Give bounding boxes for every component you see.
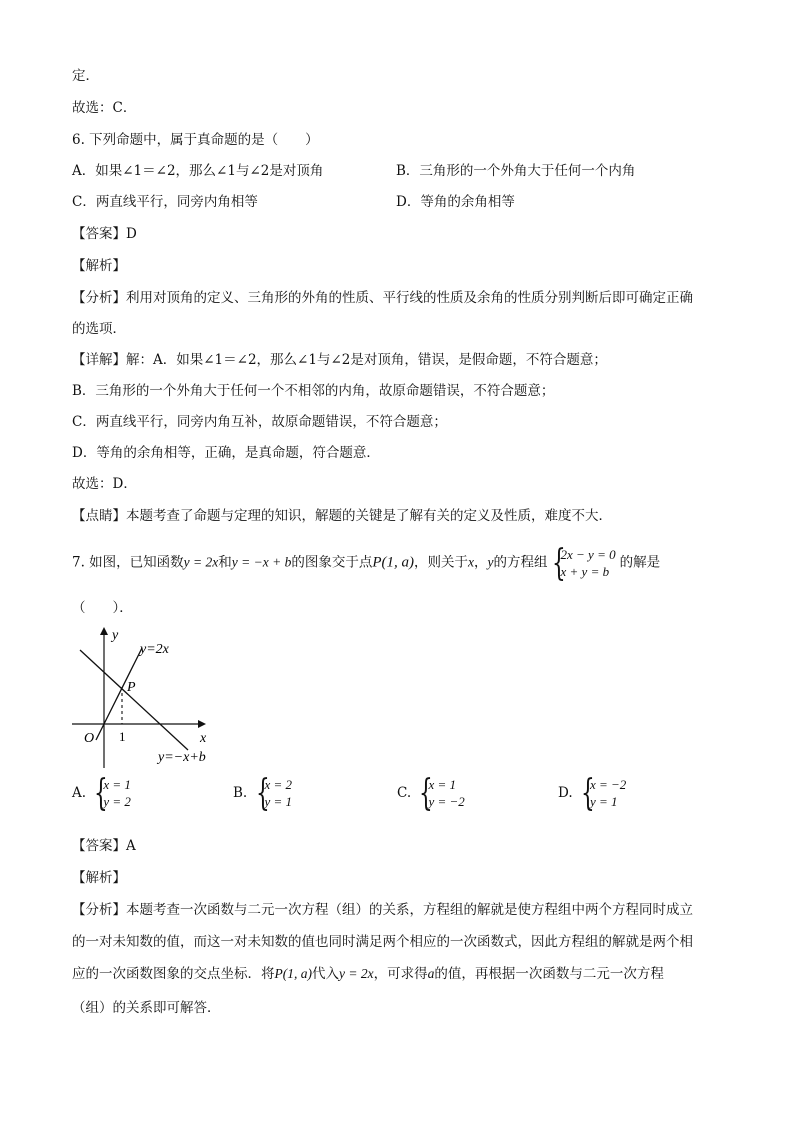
detail-text: 解：A．如果∠1＝∠2，那么∠1与∠2是对顶角，错误，是假命题，不符合题意；: [126, 352, 607, 368]
x-axis-label: x: [200, 731, 207, 746]
equation-row: y = 2: [103, 794, 131, 809]
text-line: 故选：D．: [72, 476, 137, 492]
equation-system: { 2x − y = 0 x + y = b: [551, 543, 616, 584]
math-expr: a: [427, 966, 435, 981]
equation-row: x = 1: [103, 777, 131, 792]
equation-system: { x = −2 y = 1: [580, 773, 627, 814]
q6-option-a: A．如果∠1＝∠2，那么∠1与∠2是对顶角: [72, 163, 324, 179]
origin-label: O: [84, 731, 95, 746]
text-span: ，则关于: [414, 554, 468, 571]
answer-7: [72, 836, 136, 856]
answer-value: A: [126, 838, 136, 854]
analysis-tag: 【解析】: [72, 258, 126, 274]
question-7-paren: （ ）．: [72, 600, 133, 616]
equation-system: { x = 2 y = 1: [255, 773, 293, 814]
section-tag: 【详解】: [72, 352, 126, 368]
q7-option-a: [72, 773, 135, 814]
question-7-stem: [72, 543, 661, 584]
equation-row: x = 2: [264, 777, 293, 792]
q6-option-c: C．两直线平行，同旁内角相等: [72, 194, 258, 210]
text-span: 的解是: [619, 554, 661, 571]
section-tag: 【点睛】: [72, 508, 126, 524]
text-span: ，: [474, 554, 488, 571]
text-line: 的选项．: [72, 321, 126, 337]
equation-row: 2x − y = 0: [560, 547, 616, 562]
point-label: P: [127, 680, 136, 695]
text-span: 的方程组: [493, 554, 548, 571]
text-line: 故选：C．: [72, 100, 137, 116]
text-span: ，可求得: [373, 966, 428, 982]
text-line: 定．: [72, 68, 99, 84]
y-axis-arrow: [100, 627, 108, 635]
text-span: 7. 如图，已知函数: [72, 554, 184, 571]
text-span: 和: [218, 554, 232, 571]
answer-value: D: [126, 226, 137, 242]
section-tag: 【分析】: [72, 290, 126, 306]
answer-6: [72, 224, 137, 244]
answer-tag: 【答案】: [72, 838, 126, 854]
tick-label: 1: [119, 729, 126, 744]
text-span: 代入: [312, 966, 339, 982]
equation-row: y = −2: [428, 794, 465, 809]
equation-row: y = 1: [264, 794, 293, 809]
option-letter: B.: [233, 785, 248, 801]
math-expr: y = 2x: [339, 966, 374, 981]
text-line: B．三角形的一个外角大于任何一个不相邻的内角，故原命题错误，不符合题意；: [72, 383, 555, 399]
analysis-text: 利用对顶角的定义、三角形的外角的性质、平行线的性质及余角的性质分别判断后即可确定正确: [126, 290, 693, 306]
q6-option-b: B．三角形的一个外角大于任何一个内角: [396, 163, 636, 179]
comment-text: 本题考查了命题与定理的知识，解题的关键是了解有关的定义及性质，难度不大．: [126, 508, 612, 524]
text-span: 的值，再根据一次函数与二元一次方程: [434, 966, 664, 982]
equation-row: x = −2: [589, 777, 627, 792]
q7-option-c: [397, 773, 469, 814]
line-label-y-2x: y=2x: [140, 642, 169, 657]
math-expr: y = −x + b: [231, 554, 292, 570]
x-axis-arrow: [198, 720, 206, 728]
q6-option-d: D．等角的余角相等: [396, 194, 515, 210]
detail-6-line: [72, 350, 607, 370]
q7-option-d: [558, 773, 630, 814]
equation-system: { x = 1 y = 2: [94, 773, 131, 814]
equation-row: x + y = b: [560, 564, 610, 579]
option-letter: A.: [72, 785, 87, 801]
text-span: 应的一次函数图象的交点坐标．将: [72, 966, 275, 982]
equation-row: y = 1: [589, 794, 618, 809]
comment-6-line: [72, 506, 612, 526]
text-line: （组）的关系即可解答．: [72, 1000, 221, 1016]
text-line: C．两直线平行，同旁内角互补，故原命题错误，不符合题意；: [72, 414, 447, 430]
analysis-7-line: [72, 900, 693, 920]
math-expr: y = 2x: [183, 554, 219, 570]
math-expr: x: [468, 554, 474, 570]
math-expr: P(1, a): [372, 554, 414, 571]
equation-row: x = 1: [428, 777, 456, 792]
option-letter: D.: [558, 785, 573, 801]
math-expr: y: [487, 554, 494, 570]
text-line: D．等角的余角相等，正确，是真命题，符合题意．: [72, 445, 380, 461]
option-letter: C.: [397, 785, 412, 801]
text-span: 的图象交于点: [291, 554, 373, 571]
analysis-6-line: [72, 288, 693, 308]
analysis-text: 本题考查一次函数与二元一次方程（组）的关系，方程组的解就是使方程组中两个方程同时成立: [126, 902, 693, 918]
equation-system: { x = 1 y = −2: [419, 773, 465, 814]
function-graph: [68, 620, 228, 770]
line-label-y-neg-x-plus-b: y=−x+b: [158, 750, 206, 765]
answer-tag: 【答案】: [72, 226, 126, 242]
text-line: 的一对未知数的值，而这一对未知数的值也同时满足两个相应的一次函数式，因此方程组的解就是两个相: [72, 934, 693, 950]
analysis-7-line-3: [72, 964, 664, 984]
q7-option-b: [233, 773, 296, 814]
math-expr: P(1, a): [274, 966, 312, 981]
question-6-stem: 6. 下列命题中，属于真命题的是（ ）: [72, 132, 319, 148]
section-tag: 【分析】: [72, 902, 126, 918]
y-axis-label: y: [112, 628, 119, 643]
analysis-tag: 【解析】: [72, 870, 126, 886]
